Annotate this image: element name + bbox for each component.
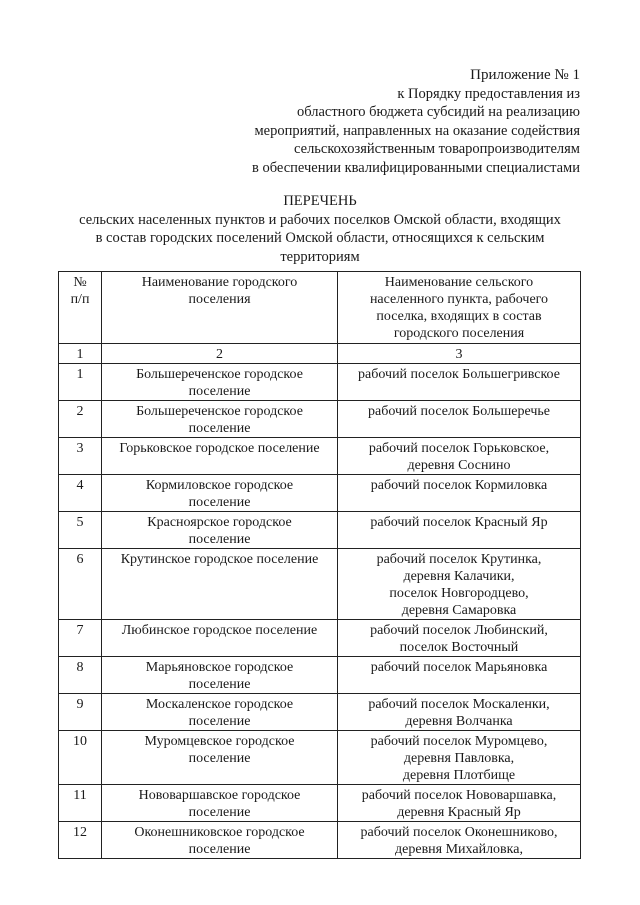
locality-list-line: деревня Плотбище [402, 768, 516, 783]
locality-list-line: деревня Павловка, [403, 751, 515, 766]
locality-list [338, 512, 581, 549]
table-row [59, 657, 581, 694]
settlement-name-line: Горьковское городское поселение [119, 441, 320, 456]
table-row [59, 731, 581, 785]
settlement-name [102, 822, 338, 859]
appendix-block [252, 66, 580, 177]
settlement-name-line: Большереченское городское [136, 404, 303, 419]
settlement-name-line: поселение [188, 714, 251, 729]
row-number: 5 [59, 512, 102, 549]
settlement-name [102, 657, 338, 694]
locality-list-line: рабочий поселок Муромцево, [370, 734, 548, 749]
locality-list-line: рабочий поселок Красный Яр [370, 515, 548, 530]
appendix-line: сельскохозяйственным товаропроизводителям [294, 141, 580, 157]
settlement-name-line: Марьяновское городское [145, 660, 294, 675]
locality-list [338, 438, 581, 475]
settlement-name-line: Москаленское городское [145, 697, 294, 712]
header-number: № п/п [59, 272, 102, 344]
settlement-name-line: Любинское городское поселение [121, 623, 318, 638]
column-number: 2 [102, 344, 338, 364]
settlement-name [102, 364, 338, 401]
header-settlement: Наименование городского поселения [102, 272, 338, 344]
heading-line: территориям [280, 248, 360, 265]
locality-list-line: деревня Красный Яр [397, 805, 521, 820]
settlement-name [102, 438, 338, 475]
settlement-name-line: поселение [188, 842, 251, 857]
locality-list [338, 364, 581, 401]
heading-line: сельских населенных пунктов и рабочих поселков Омской области, входящих [79, 211, 561, 228]
document-heading [60, 192, 580, 266]
column-number: 1 [59, 344, 102, 364]
settlement-name-line: Кормиловское городское [145, 478, 294, 493]
row-number: 8 [59, 657, 102, 694]
settlement-name [102, 731, 338, 785]
locality-list [338, 657, 581, 694]
locality-list-line: рабочий поселок Крутинка, [376, 552, 542, 567]
locality-list [338, 549, 581, 620]
locality-list [338, 785, 581, 822]
locality-list [338, 694, 581, 731]
row-number: 3 [59, 438, 102, 475]
table-row [59, 401, 581, 438]
row-number: 12 [59, 822, 102, 859]
settlement-name-line: Красноярское городское [147, 515, 292, 530]
row-number: 6 [59, 549, 102, 620]
locality-list-line: деревня Михайловка, [395, 842, 523, 857]
appendix-line: областного бюджета субсидий на реализацию [296, 104, 580, 120]
row-number: 4 [59, 475, 102, 512]
settlement-name-line: поселение [188, 421, 251, 436]
settlement-name [102, 401, 338, 438]
row-number: 9 [59, 694, 102, 731]
settlement-name [102, 620, 338, 657]
table-row [59, 512, 581, 549]
settlements-table [58, 271, 581, 859]
settlement-name-line: Оконешниковское городское [134, 825, 305, 840]
header-localities: Наименование сельского населенного пункта, рабочего поселка, входящих в состав городского поселения [338, 272, 581, 344]
row-number: 2 [59, 401, 102, 438]
locality-list-line: деревня Волчанка [405, 714, 513, 729]
locality-list [338, 401, 581, 438]
locality-list [338, 731, 581, 785]
locality-list-line: поселок Новгородцево, [389, 586, 529, 601]
settlement-name-line: Муромцевское городское [144, 734, 295, 749]
locality-list-line: деревня Самаровка [401, 603, 517, 618]
locality-list-line: рабочий поселок Большегривское [358, 367, 560, 382]
table-row [59, 438, 581, 475]
table-row [59, 364, 581, 401]
settlement-name-line: Большереченское городское [136, 367, 303, 382]
settlement-name [102, 785, 338, 822]
settlement-name [102, 475, 338, 512]
column-number-row [59, 344, 581, 364]
appendix-line: мероприятий, направленных на оказание содействия [254, 122, 580, 139]
table-row [59, 694, 581, 731]
appendix-line: в обеспечении квалифицированными специалистами [252, 159, 580, 176]
locality-list-line: рабочий поселок Большеречье [368, 404, 550, 419]
row-number: 7 [59, 620, 102, 657]
column-number: 3 [338, 344, 581, 364]
locality-list-line: рабочий поселок Москаленки, [368, 697, 550, 712]
locality-list-line: рабочий поселок Кормиловка [370, 478, 548, 493]
table-row [59, 549, 581, 620]
table-header-row [59, 272, 581, 344]
locality-list-line: рабочий поселок Любинский, [370, 623, 548, 638]
settlement-name [102, 512, 338, 549]
settlement-name-line: поселение [188, 677, 251, 692]
row-number: 11 [59, 785, 102, 822]
document-title: ПЕРЕЧЕНЬ [283, 193, 357, 209]
appendix-title: Приложение № 1 [470, 67, 580, 83]
settlement-name [102, 694, 338, 731]
locality-list-line: рабочий поселок Оконешниково, [360, 825, 558, 840]
locality-list [338, 475, 581, 512]
settlement-name-line: поселение [188, 805, 251, 820]
settlement-name-line: Нововаршавское городское [138, 788, 301, 803]
table-row [59, 475, 581, 512]
locality-list [338, 620, 581, 657]
row-number: 1 [59, 364, 102, 401]
locality-list-line: рабочий поселок Нововаршавка, [361, 788, 557, 803]
locality-list-line: рабочий поселок Горьковское, [368, 441, 550, 456]
locality-list-line: поселок Восточный [399, 640, 519, 655]
table-row [59, 620, 581, 657]
settlement-name [102, 549, 338, 620]
heading-line: в состав городских поселений Омской области, относящихся к сельским [95, 230, 545, 246]
settlement-name-line: Крутинское городское поселение [120, 552, 319, 567]
table-row [59, 822, 581, 859]
locality-list-line: деревня Калачики, [403, 569, 515, 584]
table-row [59, 785, 581, 822]
settlement-name-line: поселение [188, 495, 251, 510]
settlement-name-line: поселение [188, 384, 251, 399]
locality-list-line: деревня Соснино [407, 458, 511, 473]
locality-list [338, 822, 581, 859]
settlement-name-line: поселение [188, 751, 251, 766]
row-number: 10 [59, 731, 102, 785]
locality-list-line: рабочий поселок Марьяновка [370, 660, 548, 675]
appendix-line: к Порядку предоставления из [397, 85, 580, 102]
settlement-name-line: поселение [188, 532, 251, 547]
